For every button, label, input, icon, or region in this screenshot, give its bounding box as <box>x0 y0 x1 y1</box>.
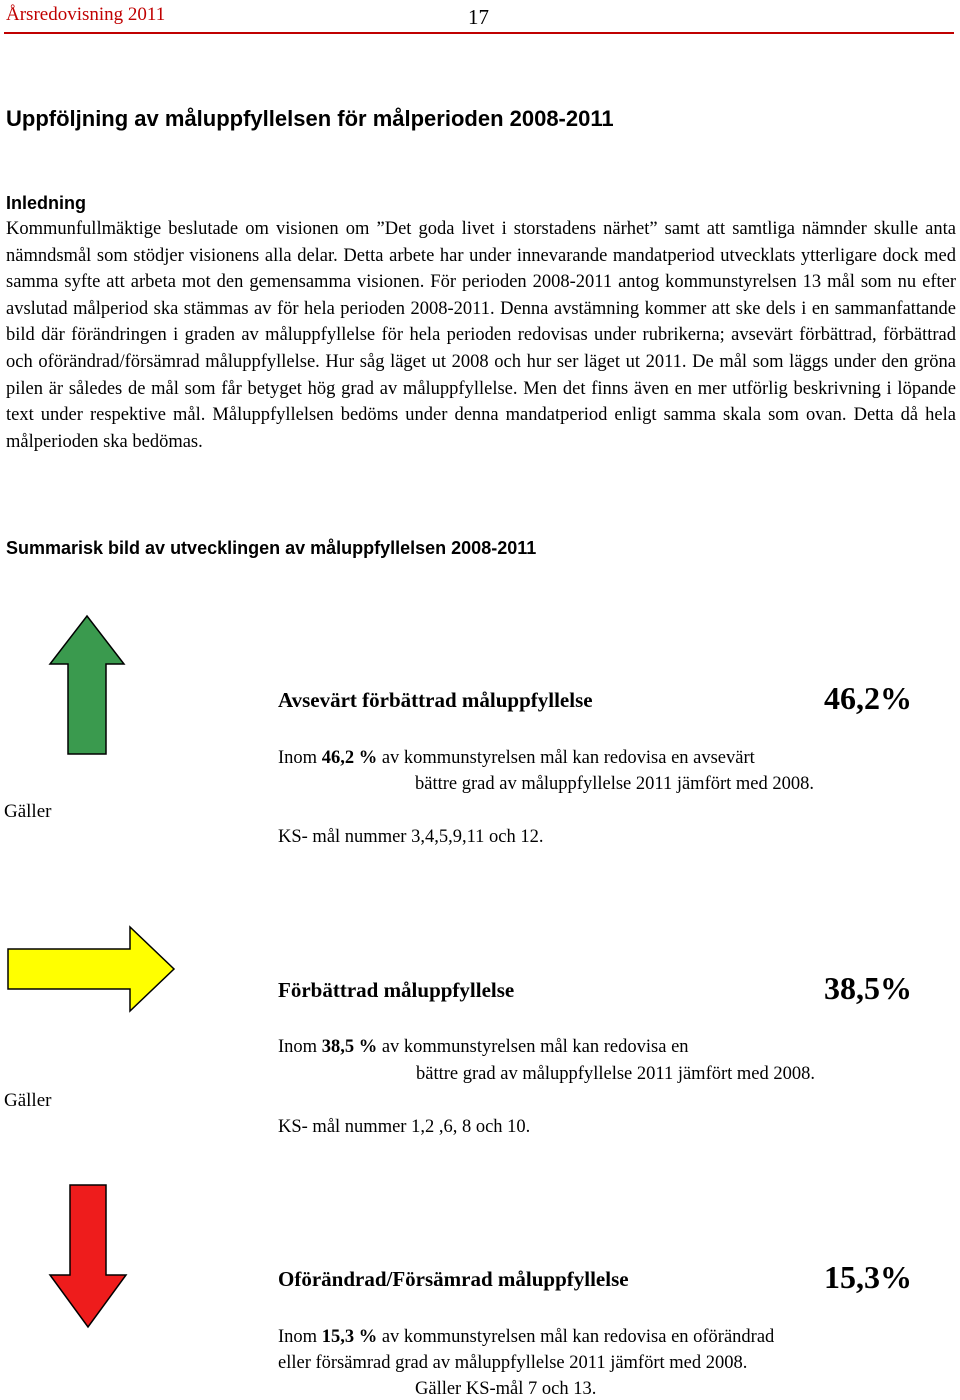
category-title: Förbättrad måluppfyllelse <box>278 978 515 1002</box>
document-header-title: Årsredovisning 2011 <box>6 4 166 25</box>
intro-heading: Inledning <box>6 193 86 213</box>
intro-paragraph: Kommunfullmäktige beslutade om visionen om ”Det goda livet i storstadens närhet” samt att samtliga nämnder skulle anta nämndsmål som stödjer visionens alla delar. Detta arbete har under innevarande mandatperiod utvecklats ytterligare dock med samma syfte att arbeta mot den gemensamma visionen. För perioden 2008-2011 antog kommunstyrelsen 13 mål som nu efter avslutad målperiod ska stämmas av för hela perioden 2008-2011. Denna avstämning kommer att ske dels i en sammanfattande bild där förändringen i graden av måluppfyllelse för hela perioden redovisas under rubrikerna; avsevärt förbättrad, förbättrad och oförändrad/försämrad måluppfyllelse. Hur såg läget ut 2008 och hur ser läget ut 2011. De mål som läggs under den gröna pilen är således de mål som får betyget hög grad av måluppfyllelse. Men det finns även en mer utförlig beskrivning i löpande text under respektive mål. Måluppfyllelsen bedöms under denna mandatperiod enligt samma skala som ovan. Detta då hela målperioden ska bedömas. <box>6 219 956 452</box>
category-goals: KS- mål nummer 1,2 ,6, 8 och 10. <box>278 1117 531 1137</box>
category-percent: 15,3% <box>824 1259 912 1295</box>
category-percent: 46,2% <box>824 680 912 716</box>
arrow-up-icon <box>48 614 126 756</box>
header-divider <box>4 32 954 34</box>
category-description-line1: Inom 38,5 % av kommunstyrelsen mål kan redovisa en <box>278 1037 689 1057</box>
category-title: Oförändrad/Försämrad måluppfyllelse <box>278 1267 629 1291</box>
galler-label: Gäller <box>4 801 52 822</box>
category-description-line1: Inom 15,3 % av kommunstyrelsen mål kan redovisa en oförändrad <box>278 1327 775 1347</box>
category-description-line2: bättre grad av måluppfyllelse 2011 jämfört med 2008. <box>416 1064 816 1084</box>
category-goals: Gäller KS-mål 7 och 13. <box>415 1379 597 1399</box>
summary-heading: Summarisk bild av utvecklingen av måluppfyllelsen 2008-2011 <box>6 538 537 558</box>
page-number: 17 <box>468 5 489 29</box>
category-goals: KS- mål nummer 3,4,5,9,11 och 12. <box>278 827 544 847</box>
category-description-line2: eller försämrad grad av måluppfyllelse 2011 jämfört med 2008. <box>278 1353 748 1373</box>
category-percent: 38,5% <box>824 970 912 1006</box>
category-description-line1: Inom 46,2 % av kommunstyrelsen mål kan redovisa en avsevärt <box>278 748 755 768</box>
category-description-line2: bättre grad av måluppfyllelse 2011 jämfört med 2008. <box>415 774 815 794</box>
arrow-right-icon <box>6 925 176 1013</box>
page-title: Uppföljning av måluppfyllelsen för målperioden 2008-2011 <box>6 106 614 131</box>
galler-label: Gäller <box>4 1090 52 1111</box>
arrow-down-icon <box>48 1183 128 1329</box>
category-title: Avsevärt förbättrad måluppfyllelse <box>278 688 593 712</box>
